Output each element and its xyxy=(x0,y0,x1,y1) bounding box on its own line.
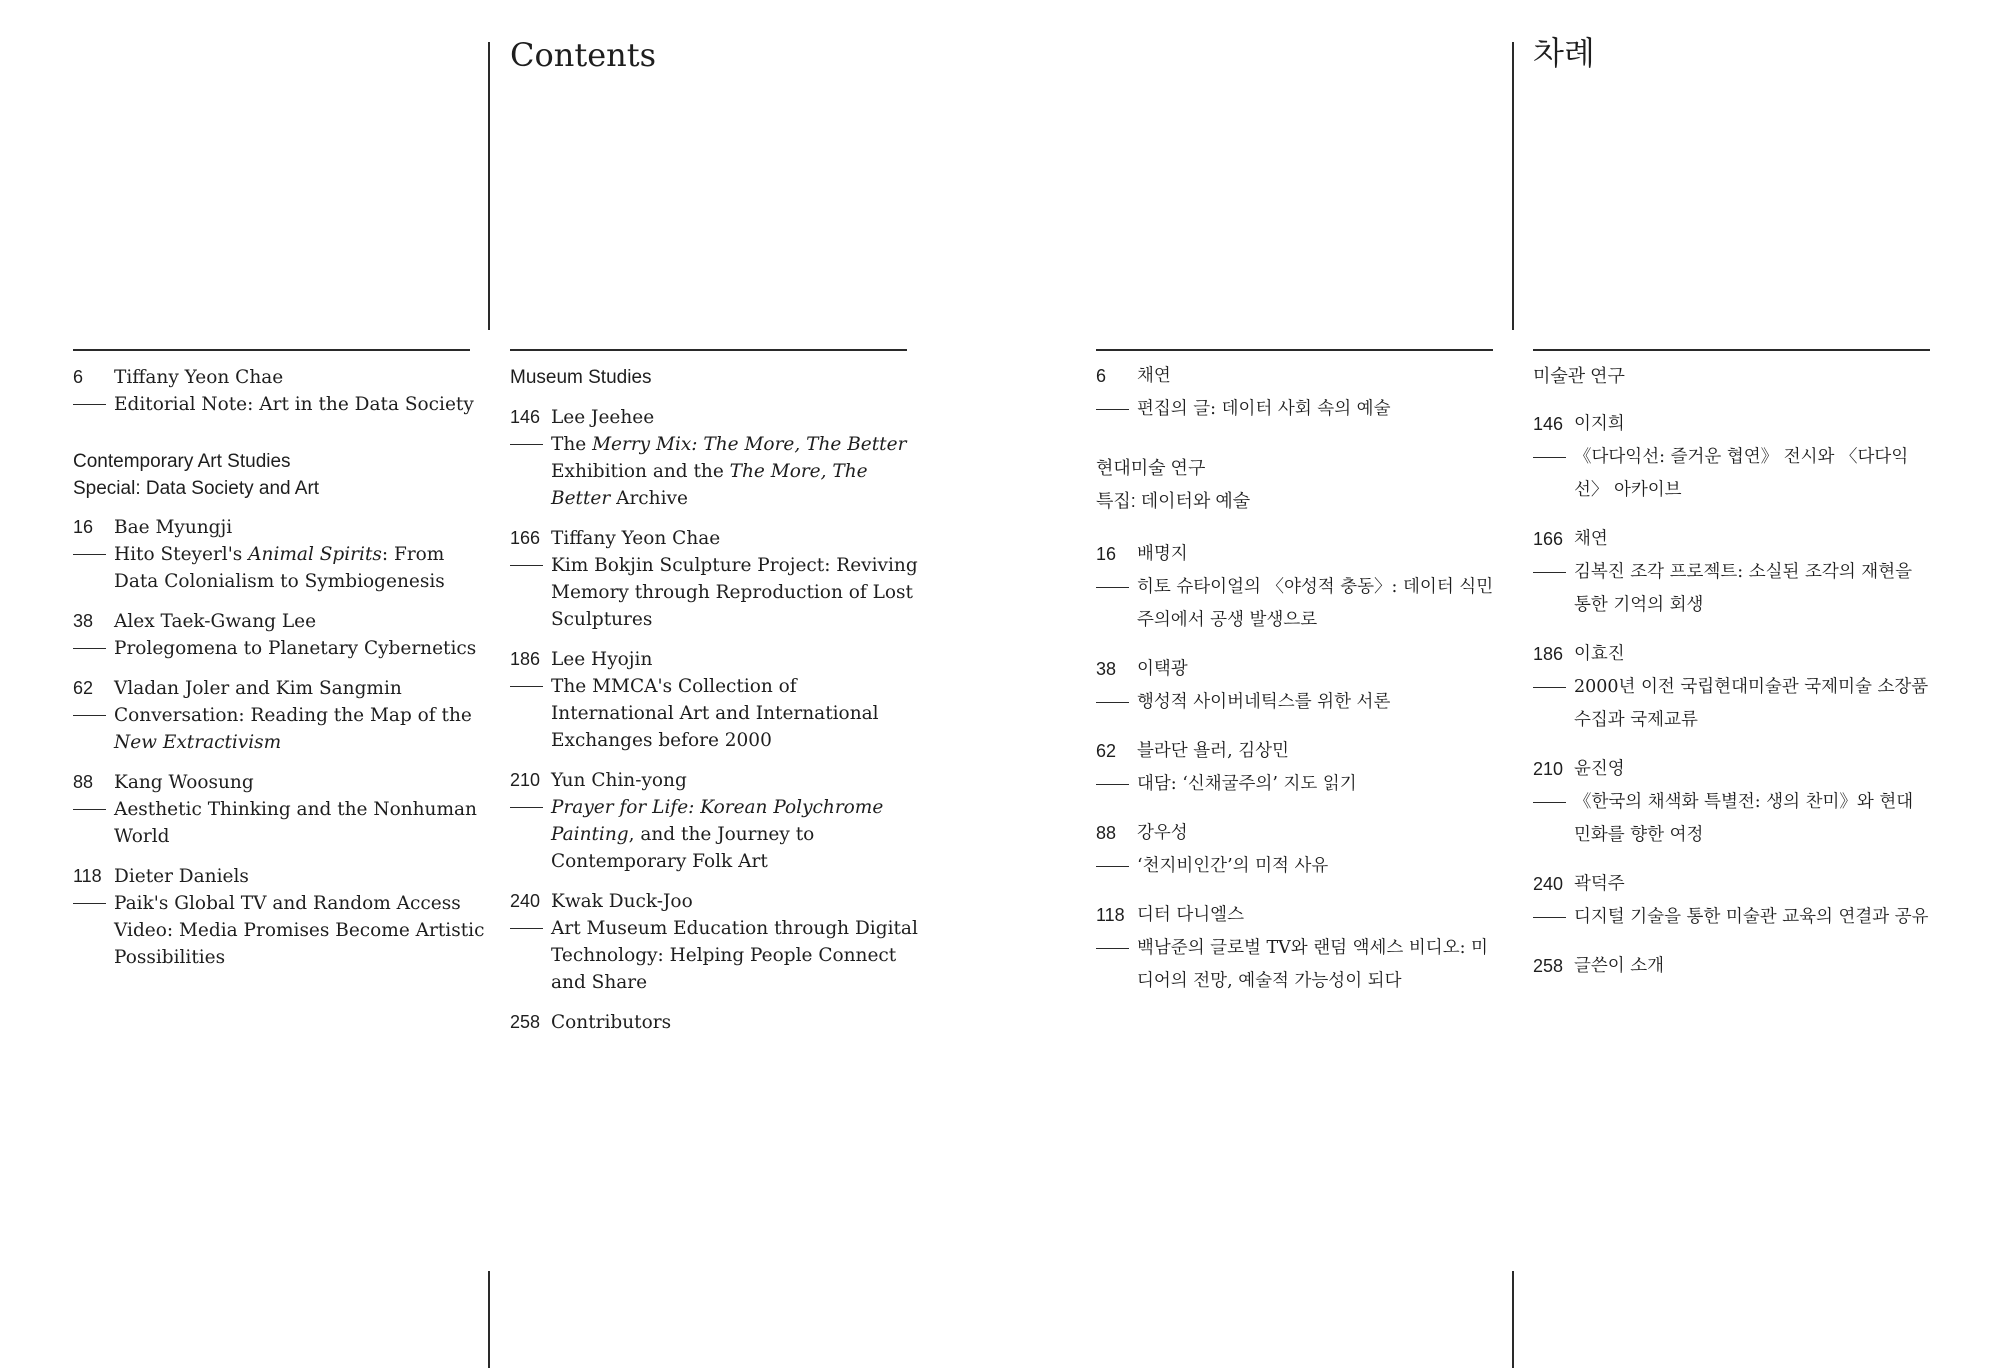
contents-heading-korean: 차례 xyxy=(1533,34,1595,72)
toc-entry[interactable] xyxy=(73,514,493,595)
page-number: 258 xyxy=(510,1012,541,1032)
author: 이택광 xyxy=(1137,659,1188,679)
toc-entry[interactable] xyxy=(1096,899,1496,998)
rule-col1 xyxy=(73,349,470,351)
page-number: 6 xyxy=(73,367,84,387)
dash xyxy=(1533,671,1574,737)
article-title: 2000년 이전 국립현대미술관 국제미술 소장품 수집과 국제교류 xyxy=(1574,677,1929,730)
article-title: 백남준의 글로벌 TV와 랜덤 액세스 비디오: 미디어의 전망, 예술적 가능성이 되다 xyxy=(1137,938,1488,991)
toc-entry[interactable] xyxy=(1096,817,1496,883)
dash xyxy=(510,552,551,633)
page-number: 210 xyxy=(510,770,541,790)
dash xyxy=(1096,393,1137,426)
korean-column-1 xyxy=(1096,360,1496,1014)
article-title: Aesthetic Thinking and the Nonhuman World xyxy=(114,799,477,847)
author: Yun Chin-yong xyxy=(551,770,687,791)
page-number: 166 xyxy=(510,528,541,548)
column-divider-left-bottom xyxy=(488,1271,490,1368)
rule-col4 xyxy=(1533,349,1930,351)
page-number: 146 xyxy=(510,407,541,427)
toc-entry[interactable] xyxy=(1096,653,1496,719)
article-title: Hito Steyerl's Animal Spirits: From Data Colonialism to Symbiogenesis xyxy=(114,544,445,592)
article-title: 김복진 조각 프로젝트: 소실된 조각의 재현을 통한 기억의 회생 xyxy=(1574,562,1912,615)
page-number: 62 xyxy=(1096,741,1117,761)
author: 이지희 xyxy=(1574,414,1625,434)
dash xyxy=(1096,850,1137,883)
toc-entry[interactable] xyxy=(1096,538,1496,637)
toc-entry[interactable] xyxy=(510,646,920,754)
page-number: 240 xyxy=(510,891,541,911)
page-number: 186 xyxy=(510,649,541,669)
page-number: 146 xyxy=(1533,414,1564,434)
dash xyxy=(1533,901,1574,934)
author: Tiffany Yeon Chae xyxy=(114,367,284,388)
author: 이효진 xyxy=(1574,644,1625,664)
author: 블라단 욜러, 김상민 xyxy=(1137,741,1289,761)
page-number: 118 xyxy=(1096,905,1125,925)
page-number: 6 xyxy=(1096,366,1107,386)
article-title: 편집의 글: 데이터 사회 속의 예술 xyxy=(1137,399,1391,419)
page-number: 186 xyxy=(1533,644,1564,664)
dash xyxy=(1096,932,1137,998)
toc-entry[interactable] xyxy=(1096,360,1496,426)
contents-heading: Contents xyxy=(510,36,657,74)
toc-entry[interactable] xyxy=(1533,408,1933,507)
page-number: 38 xyxy=(73,611,94,631)
author: 배명지 xyxy=(1137,544,1188,564)
contributors-label: 글쓴이 소개 xyxy=(1574,956,1665,976)
toc-entry[interactable] xyxy=(73,608,493,662)
english-column-2 xyxy=(510,364,920,1049)
article-title: Prayer for Life: Korean Polychrome Painting, and the Journey to Contemporary Folk Art xyxy=(551,797,884,872)
toc-entry[interactable] xyxy=(1533,523,1933,622)
dash xyxy=(510,431,551,512)
section-heading: 현대미술 연구 특집: 데이터와 예술 xyxy=(1096,458,1251,511)
page-number: 166 xyxy=(1533,529,1564,549)
toc-entry-contributors[interactable] xyxy=(1533,950,1933,983)
author: 곽덕주 xyxy=(1574,874,1625,894)
dash xyxy=(73,890,114,971)
author: Vladan Joler and Kim Sangmin xyxy=(114,678,402,699)
article-title: 히토 슈타이얼의 〈야성적 충동〉: 데이터 식민주의에서 공생 발생으로 xyxy=(1137,577,1494,630)
dash xyxy=(73,702,114,756)
article-title: The MMCA's Collection of International Art and International Exchanges before 2000 xyxy=(551,676,879,751)
author: 채연 xyxy=(1137,366,1171,386)
column-divider-right-bottom xyxy=(1512,1271,1514,1368)
toc-entry[interactable] xyxy=(1533,753,1933,852)
toc-entry[interactable] xyxy=(1533,638,1933,737)
author: Dieter Daniels xyxy=(114,866,249,887)
toc-entry[interactable] xyxy=(73,364,493,418)
dash xyxy=(1096,571,1137,637)
author: 디터 다니엘스 xyxy=(1137,905,1244,925)
author: Bae Myungji xyxy=(114,517,233,538)
dash xyxy=(1096,768,1137,801)
article-title: Art Museum Education through Digital Technology: Helping People Connect and Share xyxy=(551,918,918,993)
article-title: Editorial Note: Art in the Data Society xyxy=(114,394,474,415)
toc-entry[interactable] xyxy=(510,767,920,875)
dash xyxy=(510,673,551,754)
toc-entry[interactable] xyxy=(1096,735,1496,801)
dash xyxy=(73,541,114,595)
article-title: Prolegomena to Planetary Cybernetics xyxy=(114,638,477,659)
page-number: 258 xyxy=(1533,956,1564,976)
article-title: 행성적 사이버네틱스를 위한 서론 xyxy=(1137,692,1391,712)
toc-entry[interactable] xyxy=(510,404,920,512)
article-title: The Merry Mix: The More, The Better Exhibition and the The More, The Better Archive xyxy=(551,434,907,509)
dash xyxy=(510,794,551,875)
author: 윤진영 xyxy=(1574,759,1625,779)
toc-entry[interactable] xyxy=(73,769,493,850)
article-title: Conversation: Reading the Map of the New Extractivism xyxy=(114,705,472,753)
toc-entry-contributors[interactable] xyxy=(510,1009,920,1036)
page-number: 210 xyxy=(1533,759,1564,779)
author: 강우성 xyxy=(1137,823,1188,843)
dash xyxy=(510,915,551,996)
toc-entry[interactable] xyxy=(73,675,493,756)
korean-column-2 xyxy=(1533,360,1933,999)
contributors-label: Contributors xyxy=(551,1012,672,1033)
dash xyxy=(73,796,114,850)
author: Kang Woosung xyxy=(114,772,254,793)
toc-entry[interactable] xyxy=(73,863,493,971)
author: Alex Taek-Gwang Lee xyxy=(114,611,317,632)
toc-entry[interactable] xyxy=(510,888,920,996)
page-number: 16 xyxy=(73,517,94,537)
toc-entry[interactable] xyxy=(1533,868,1933,934)
author: 채연 xyxy=(1574,529,1608,549)
article-title: 《다다익선: 즐거운 협연》 전시와 〈다다익선〉 아카이브 xyxy=(1574,447,1909,500)
page-number: 88 xyxy=(73,772,94,792)
section-heading: 미술관 연구 xyxy=(1533,366,1625,386)
page-number: 62 xyxy=(73,678,94,698)
page-number: 88 xyxy=(1096,823,1117,843)
author: Tiffany Yeon Chae xyxy=(551,528,721,549)
page-number: 38 xyxy=(1096,659,1117,679)
rule-col2 xyxy=(510,349,907,351)
section-heading: Museum Studies xyxy=(510,367,652,388)
article-title: 디지털 기술을 통한 미술관 교육의 연결과 공유 xyxy=(1574,907,1929,927)
page-number: 118 xyxy=(73,866,102,886)
dash xyxy=(73,391,114,418)
dash xyxy=(1096,686,1137,719)
dash xyxy=(73,635,114,662)
dash xyxy=(1533,441,1574,507)
article-title: Paik's Global TV and Random Access Video: Media Promises Become Artistic Possibilities xyxy=(114,893,485,968)
author: Kwak Duck-Joo xyxy=(551,891,693,912)
page-number: 16 xyxy=(1096,544,1117,564)
article-title: 《한국의 채색화 특별전: 생의 찬미》와 현대 민화를 향한 여정 xyxy=(1574,792,1914,845)
article-title: ‘천지비인간’의 미적 사유 xyxy=(1137,856,1329,876)
english-column-1 xyxy=(73,364,493,984)
section-heading: Contemporary Art Studies Special: Data Society and Art xyxy=(73,451,320,499)
toc-entry[interactable] xyxy=(510,525,920,633)
rule-col3 xyxy=(1096,349,1493,351)
author: Lee Hyojin xyxy=(551,649,653,670)
author: Lee Jeehee xyxy=(551,407,655,428)
page-number: 240 xyxy=(1533,874,1564,894)
article-title: Kim Bokjin Sculpture Project: Reviving Memory through Reproduction of Lost Sculptures xyxy=(551,555,918,630)
column-divider-left-top xyxy=(488,42,490,330)
dash xyxy=(1533,786,1574,852)
dash xyxy=(1533,556,1574,622)
column-divider-right-top xyxy=(1512,42,1514,330)
article-title: 대담: ‘신채굴주의’ 지도 읽기 xyxy=(1137,774,1357,794)
